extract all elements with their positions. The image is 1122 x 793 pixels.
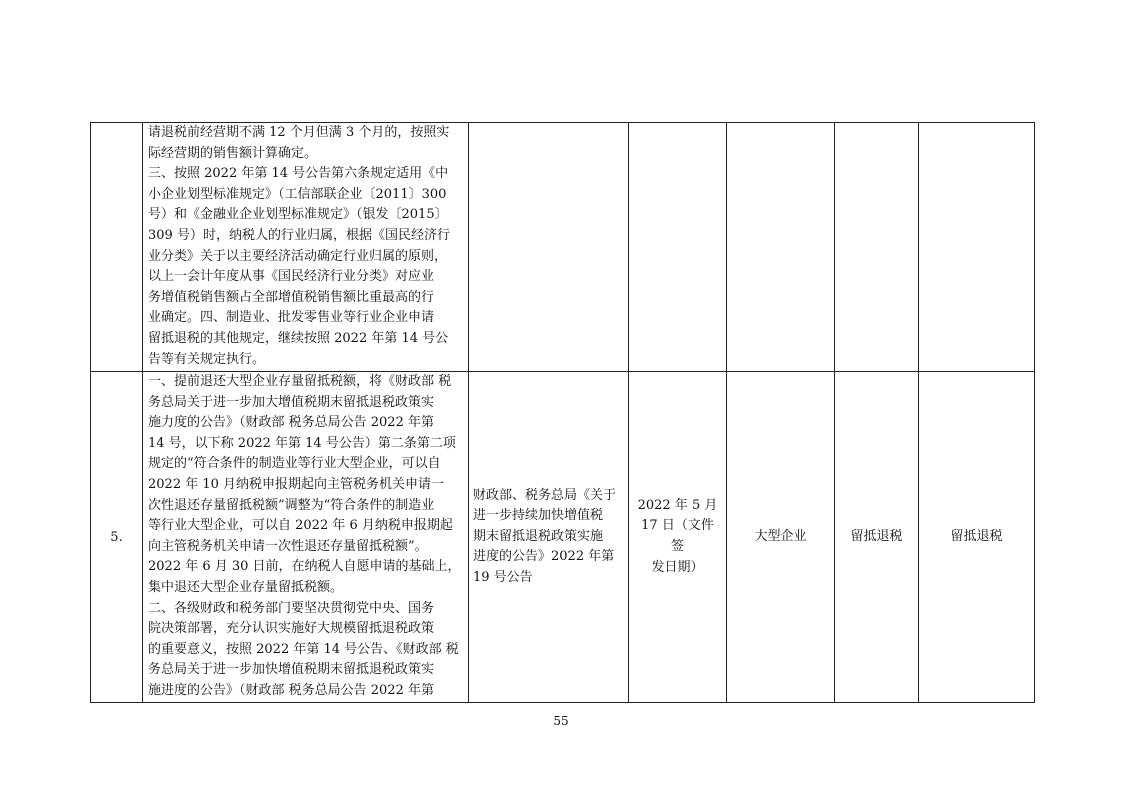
table-row (91, 123, 1035, 372)
policy-line: 19 号公告 (473, 569, 533, 585)
content-line: 集中退还大型企业存量留抵税额。 (148, 579, 344, 595)
policy-document-cell (469, 372, 629, 703)
row-number-cell: 5. (91, 372, 143, 703)
enterprise-type-cell: 大型企业 (727, 372, 835, 703)
date-line: 发日期） (651, 559, 704, 575)
date-cell (629, 123, 727, 372)
content-line: 一、提前退还大型企业存量留抵税额，将《财政部 税 (148, 374, 452, 389)
content-line: 施力度的公告》（财政部 税务总局公告 2022 年第 (148, 415, 434, 431)
content-line: 三、按照 2022 年第 14 号公告第六条规定适用《中 (148, 166, 449, 182)
item-cell (919, 123, 1035, 372)
policy-content-cell (143, 372, 469, 703)
policy-line: 进一步持续加快增值税 (473, 508, 604, 524)
content-line: 业分类》关于以主要经济活动确定行业归属的原则， (148, 248, 448, 264)
content-line: 14 号，以下称 2022 年第 14 号公告）第二条第二项 (148, 435, 456, 451)
content-line: 施进度的公告》（财政部 税务总局公告 2022 年第 (148, 682, 434, 698)
content-line: 留抵退税的其他规定，继续按照 2022 年第 14 号公 (148, 330, 449, 346)
content-line: 请退税前经营期不满 12 个月但满 3 个月的，按照实 (148, 125, 450, 140)
content-line: 业确定。四、制造业、批发零售业等行业企业申请 (148, 310, 435, 326)
content-line: 小企业划型标准规定》（工信部联企业〔2011〕300 (148, 186, 447, 202)
policy-document-cell (469, 123, 629, 372)
policy-table (90, 122, 1035, 703)
content-line: 号）和《金融业企业划型标准规定》（银发〔2015〕 (148, 207, 448, 223)
date-line: 2022 年 5 月 (637, 497, 718, 513)
page-number: 55 (553, 714, 569, 728)
content-line: 次性退还存量留抵税额”调整为“符合条件的制造业 (148, 497, 435, 513)
content-line: 规定的“符合条件的制造业等行业大型企业，可以自 (148, 456, 441, 472)
category-cell: 留抵退税 (835, 372, 919, 703)
content-line: 以上一会计年度从事《国民经济行业分类》对应业 (148, 269, 435, 285)
policy-line: 财政部、税务总局《关于 (473, 487, 617, 503)
content-line: 际经营期的销售额计算确定。 (148, 145, 318, 161)
table-row (91, 372, 1035, 703)
content-line: 309 号）时，纳税人的行业归属，根据《国民经济行 (148, 227, 450, 243)
content-line: 务增值税销售额占全部增值税销售额比重最高的行 (148, 289, 435, 305)
content-line: 2022 年 10 月纳税申报期起向主管税务机关申请一 (148, 476, 445, 492)
policy-line: 进度的公告》2022 年第 (473, 549, 615, 565)
content-line: 院决策部署，充分认识实施好大规模留抵退税政策 (148, 621, 435, 637)
content-line: 务总局关于进一步加快增值税期末留抵退税政策实 (148, 662, 435, 678)
content-line: 务总局关于进一步加大增值税期末留抵退税政策实 (148, 394, 435, 410)
date-line: 17 日（文件签 (641, 518, 714, 554)
content-line: 的重要意义，按照 2022 年第 14 号公告、《财政部 税 (148, 641, 459, 657)
date-cell (629, 372, 727, 703)
row-number-cell (91, 123, 143, 372)
category-cell (835, 123, 919, 372)
policy-line: 期末留抵退税政策实施 (473, 528, 604, 544)
content-line: 二、各级财政和税务部门要坚决贯彻党中央、国务 (148, 600, 435, 616)
content-line: 等行业大型企业，可以自 2022 年 6 月纳税申报期起 (148, 518, 453, 534)
enterprise-type-cell (727, 123, 835, 372)
content-line: 2022 年 6 月 30 日前，在纳税人自愿申请的基础上， (148, 559, 461, 575)
policy-content-cell (143, 123, 469, 372)
content-line: 向主管税务机关申请一次性退还存量留抵税额”。 (148, 538, 428, 554)
content-line: 告等有关规定执行。 (148, 351, 266, 367)
item-cell: 留抵退税 (919, 372, 1035, 703)
